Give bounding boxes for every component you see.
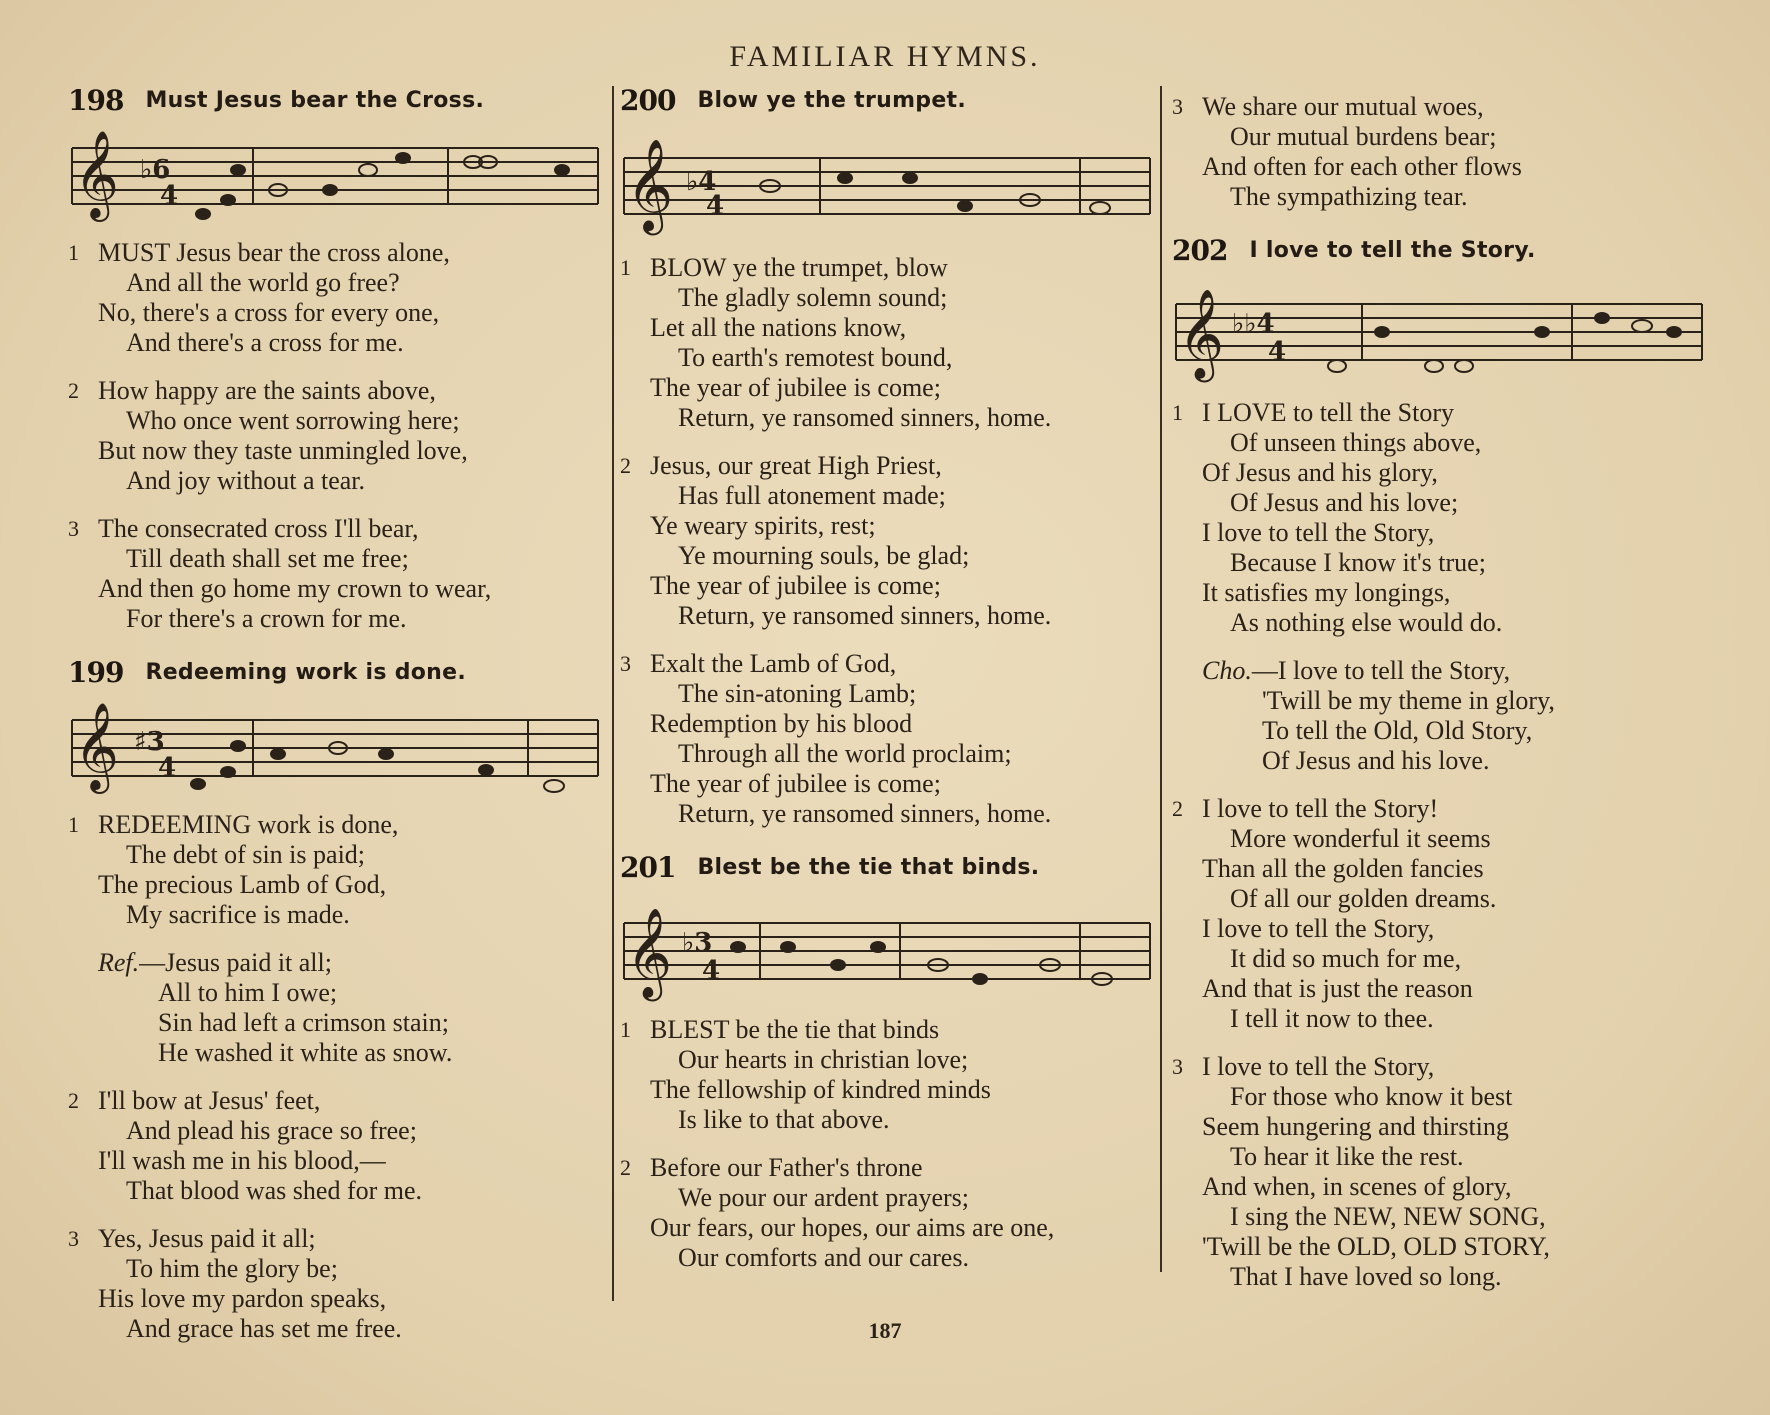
verse — [620, 451, 1160, 631]
verse-line: To him the glory be; — [126, 1254, 338, 1283]
verse-number: 1 — [620, 255, 631, 280]
verse-number: 2 — [620, 453, 631, 478]
verse-line: Exalt the Lamb of God, — [650, 649, 897, 678]
verse-line: But now they taste unmingled love, — [98, 436, 468, 465]
verse — [1172, 398, 1712, 638]
treble-clef-icon: 𝄞 — [1178, 289, 1225, 379]
verse-line: 'Twill be my theme in glory, — [1262, 686, 1555, 715]
treble-clef-icon: 𝄞 — [626, 908, 673, 998]
verse-line: Return, ye ransomed sinners, home. — [678, 403, 1052, 432]
verse — [68, 810, 608, 930]
verse-line: Redemption by his blood — [650, 709, 913, 738]
verse — [1172, 92, 1712, 212]
verse-line: Than all the golden fancies — [1202, 854, 1484, 883]
hymn-number: 200 — [620, 83, 676, 117]
verse-line: The year of jubilee is come; — [650, 769, 941, 798]
hymn-heading-201 — [620, 847, 1160, 887]
verse-line: Has full atonement made; — [678, 481, 946, 510]
verse-number: 3 — [1172, 1054, 1183, 1079]
verse-number: 1 — [1172, 400, 1183, 425]
verse-line: And grace has set me free. — [126, 1314, 402, 1343]
verse-line: Seem hungering and thirsting — [1202, 1112, 1509, 1141]
verse-line: As nothing else would do. — [1230, 608, 1503, 637]
verse-line: And joy without a tear. — [126, 466, 366, 495]
music-staff-202 — [1172, 278, 1707, 388]
hymn-heading-198 — [68, 80, 608, 120]
verse-line: Of Jesus and his glory, — [1202, 458, 1438, 487]
verse-line: BLOW ye the trumpet, blow — [650, 253, 948, 282]
verse-line: My sacrifice is made. — [126, 900, 350, 929]
verse-line: Return, ye ransomed sinners, home. — [678, 601, 1052, 630]
verse-line: I tell it now to thee. — [1230, 1004, 1434, 1033]
verse — [1172, 794, 1712, 1034]
verse-line: Because I know it's true; — [1230, 548, 1486, 577]
verse-line: I'll wash me in his blood,— — [98, 1146, 386, 1175]
verse-line: He washed it white as snow. — [158, 1038, 453, 1067]
verse-line: We share our mutual woes, — [1202, 92, 1484, 121]
svg-text:♭3: ♭3 — [682, 928, 713, 958]
verse — [68, 1086, 608, 1206]
verse-line: I love to tell the Story! — [1202, 794, 1439, 823]
verse-line: Of unseen things above, — [1230, 428, 1482, 457]
running-head: FAMILIAR HYMNS. — [729, 40, 1041, 73]
refrain-label: Ref. — [98, 948, 140, 977]
verse-line: Who once went sorrowing here; — [126, 406, 460, 435]
hymn-number: 199 — [68, 655, 124, 689]
music-staff-198 — [68, 128, 603, 228]
verse-line: We pour our ardent prayers; — [678, 1183, 970, 1212]
music-staff-199 — [68, 700, 603, 800]
hymn-title: Blest be the tie that binds. — [697, 854, 1040, 880]
hymn-202-verses — [1172, 398, 1712, 1292]
svg-text:♭4: ♭4 — [686, 167, 717, 197]
verse — [620, 1153, 1160, 1273]
verse-line: The consecrated cross I'll bear, — [98, 514, 419, 543]
verse-line: The precious Lamb of God, — [98, 870, 387, 899]
verse-number: 3 — [68, 1226, 79, 1251]
verse — [620, 649, 1160, 829]
verse-line: And then go home my crown to wear, — [98, 574, 492, 603]
verse-line: Our hearts in christian love; — [678, 1045, 969, 1074]
verse-line: And there's a cross for me. — [126, 328, 404, 357]
hymn-title: I love to tell the Story. — [1249, 237, 1536, 263]
hymn-198-verses — [68, 238, 608, 634]
verse-line: The gladly solemn sound; — [678, 283, 948, 312]
verse-line: Yes, Jesus paid it all; — [98, 1224, 316, 1253]
verse-number: 2 — [68, 378, 79, 403]
refrain-text: —I love to tell the Story, — [1251, 656, 1511, 685]
music-staff-201 — [620, 895, 1155, 1005]
svg-text:4: 4 — [158, 753, 177, 783]
verse-line: I love to tell the Story, — [1202, 1052, 1435, 1081]
verse-line: Of Jesus and his love; — [1230, 488, 1459, 517]
verse-line: Is like to that above. — [678, 1105, 890, 1134]
verse-line: BLEST be the tie that binds — [650, 1015, 940, 1044]
verse-line: Ye mourning souls, be glad; — [678, 541, 970, 570]
verse-line: Sin had left a crimson stain; — [158, 1008, 450, 1037]
verse-line: It did so much for me, — [1230, 944, 1462, 973]
verse-line: And that is just the reason — [1202, 974, 1473, 1003]
verse-number: 2 — [620, 1155, 631, 1180]
verse-line: 'Twill be the OLD, OLD STORY, — [1202, 1232, 1550, 1261]
treble-clef-icon: 𝄞 — [626, 138, 674, 231]
verse-number: 3 — [620, 651, 631, 676]
verse-line: For there's a crown for me. — [126, 604, 407, 633]
verse-line: Through all the world proclaim; — [678, 739, 1012, 768]
verse-line: Return, ye ransomed sinners, home. — [678, 799, 1052, 828]
column-2 — [620, 80, 1160, 1291]
verse — [1172, 656, 1712, 776]
hymn-199-verses — [68, 810, 608, 1344]
verse-line: The debt of sin is paid; — [126, 840, 366, 869]
column-3 — [1172, 92, 1712, 1310]
verse-line: Our comforts and our cares. — [678, 1243, 969, 1272]
svg-text:4: 4 — [160, 181, 179, 211]
verse-number: 3 — [68, 516, 79, 541]
svg-text:4: 4 — [706, 191, 725, 221]
verse-line: Till death shall set me free; — [126, 544, 409, 573]
hymn-heading-202 — [1172, 230, 1712, 270]
treble-clef-icon: 𝄞 — [74, 701, 119, 790]
verse-number: 2 — [1172, 796, 1183, 821]
page-number: 187 — [868, 1318, 902, 1343]
verse-line: The fellowship of kindred minds — [650, 1075, 991, 1104]
treble-clef-icon: 𝄞 — [74, 129, 119, 218]
svg-text:4: 4 — [702, 956, 721, 986]
verse — [68, 514, 608, 634]
verse — [620, 253, 1160, 433]
verse-line: Ye weary spirits, rest; — [650, 511, 876, 540]
verse-line: To earth's remotest bound, — [678, 343, 953, 372]
svg-text:♭6: ♭6 — [140, 155, 171, 185]
hymn-title: Blow ye the trumpet. — [697, 87, 967, 113]
svg-text:♭♭4: ♭♭4 — [1232, 309, 1275, 339]
verse-line: REDEEMING work is done, — [98, 810, 399, 839]
verse-line: Of all our golden dreams. — [1230, 884, 1497, 913]
hymn-201-verses — [620, 1015, 1160, 1273]
verse-line: No, there's a cross for every one, — [98, 298, 440, 327]
verse-line: It satisfies my longings, — [1202, 578, 1451, 607]
verse — [1172, 1052, 1712, 1292]
verse-line: The year of jubilee is come; — [650, 571, 941, 600]
hymn-heading-199 — [68, 652, 608, 692]
verse — [620, 1015, 1160, 1135]
verse-line: The sympathizing tear. — [1230, 182, 1468, 211]
verse-line: And often for each other flows — [1202, 152, 1522, 181]
verse — [68, 948, 608, 1068]
verse-line: I love to tell the Story, — [1202, 914, 1435, 943]
refrain-text: —Jesus paid it all; — [139, 948, 332, 977]
verse-line: To tell the Old, Old Story, — [1262, 716, 1533, 745]
hymn-201-verses-continued — [1172, 92, 1712, 212]
column-rule-right — [1160, 86, 1162, 1272]
verse-line: All to him I owe; — [158, 978, 338, 1007]
music-staff-200 — [620, 128, 1155, 243]
verse-line: For those who know it best — [1230, 1082, 1513, 1111]
column-rule-left — [612, 86, 614, 1301]
verse-number: 1 — [68, 812, 79, 837]
verse-line: I LOVE to tell the Story — [1202, 398, 1455, 427]
verse-line: MUST Jesus bear the cross alone, — [98, 238, 450, 267]
verse-line: Our mutual burdens bear; — [1230, 122, 1497, 151]
column-1 — [68, 80, 608, 1362]
verse-line: The year of jubilee is come; — [650, 373, 941, 402]
hymn-number: 202 — [1172, 233, 1228, 267]
verse-line: I'll bow at Jesus' feet, — [98, 1086, 321, 1115]
hymn-title: Redeeming work is done. — [145, 659, 467, 685]
verse-line: And all the world go free? — [126, 268, 400, 297]
verse-line: More wonderful it seems — [1230, 824, 1491, 853]
verse-line: Of Jesus and his love. — [1262, 746, 1490, 775]
verse-line: I sing the NEW, NEW SONG, — [1230, 1202, 1546, 1231]
verse — [68, 238, 608, 358]
verse-line: Before our Father's throne — [650, 1153, 923, 1182]
verse-line: How happy are the saints above, — [98, 376, 436, 405]
hymn-number: 198 — [68, 83, 124, 117]
refrain-label: Cho. — [1202, 656, 1252, 685]
svg-text:4: 4 — [1268, 337, 1287, 367]
verse-line: I love to tell the Story, — [1202, 518, 1435, 547]
verse-line — [1172, 656, 1712, 686]
verse-line: Jesus, our great High Priest, — [650, 451, 942, 480]
verse-line: Let all the nations know, — [650, 313, 907, 342]
hymn-title: Must Jesus bear the Cross. — [145, 87, 485, 113]
verse-number: 2 — [68, 1088, 79, 1113]
verse-number: 3 — [1172, 94, 1183, 119]
verse-number: 1 — [620, 1017, 631, 1042]
verse-number: 1 — [68, 240, 79, 265]
verse-line: That I have loved so long. — [1230, 1262, 1502, 1291]
verse-line: His love my pardon speaks, — [98, 1284, 387, 1313]
verse-line: Our fears, our hopes, our aims are one, — [650, 1213, 1055, 1242]
verse — [68, 376, 608, 496]
hymn-200-verses — [620, 253, 1160, 829]
verse-line: The sin-atoning Lamb; — [678, 679, 917, 708]
hymn-number: 201 — [620, 850, 676, 884]
verse-line: To hear it like the rest. — [1230, 1142, 1464, 1171]
verse-line: That blood was shed for me. — [126, 1176, 423, 1205]
verse-line — [68, 948, 608, 978]
verse-line: And when, in scenes of glory, — [1202, 1172, 1512, 1201]
hymn-heading-200 — [620, 80, 1160, 120]
svg-text:♯3: ♯3 — [134, 727, 165, 757]
verse-line: And plead his grace so free; — [126, 1116, 417, 1145]
